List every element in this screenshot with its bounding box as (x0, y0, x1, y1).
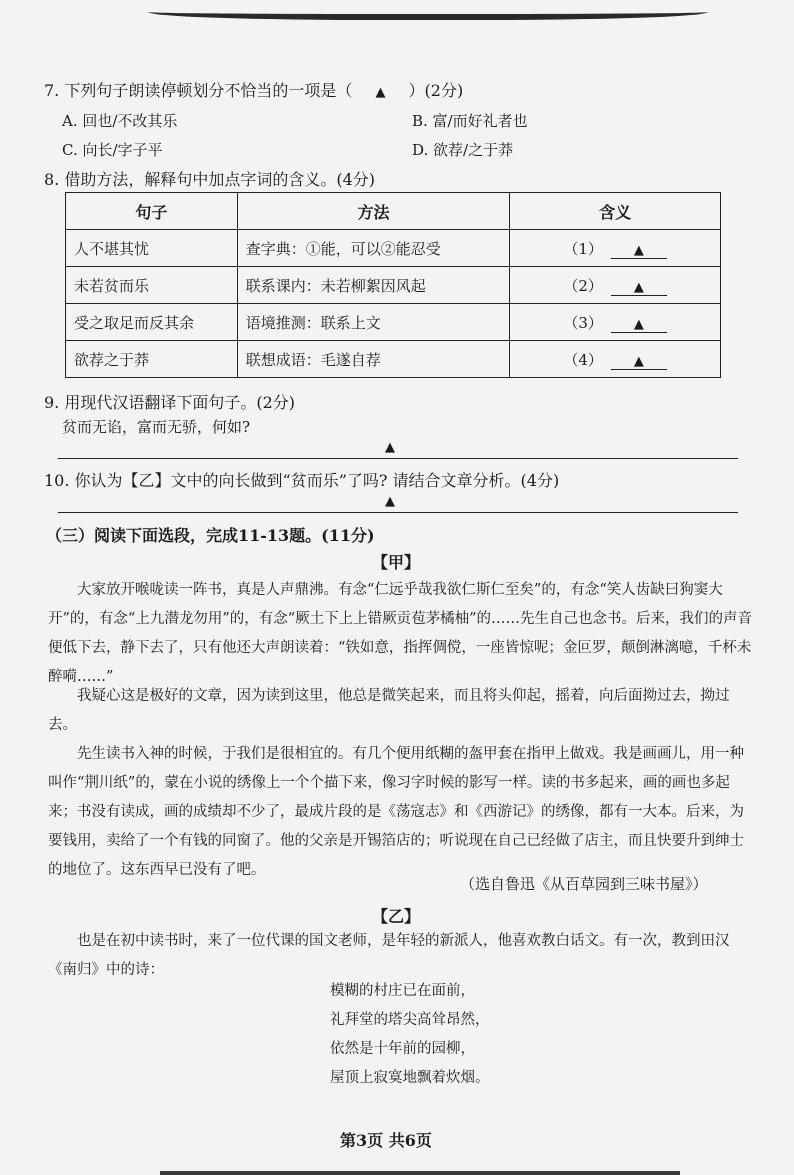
row-answer (510, 267, 721, 304)
row-answer (510, 341, 721, 378)
row-method: 语境推测：联系上文 (237, 304, 510, 341)
q7-close: ）(2分) (408, 81, 464, 100)
q10-answer-marker: ▲ (385, 494, 395, 509)
row-sentence: 受之取足而反其余 (66, 304, 238, 341)
answer-blank[interactable]: ▲ (611, 243, 667, 259)
header-method: 方法 (237, 193, 510, 230)
answer-number: （2） (563, 276, 603, 295)
row-answer (510, 304, 721, 341)
page-footer: 第3页 共6页 (340, 1131, 432, 1150)
table-row (66, 230, 721, 267)
q9-answer-marker: ▲ (385, 440, 395, 455)
row-sentence: 未若贫而乐 (66, 267, 238, 304)
table-row (66, 304, 721, 341)
q10-stem: 10. 你认为【乙】文中的向长做到“贫而乐”了吗? 请结合文章分析。(4分) (44, 471, 560, 490)
q7-stem-line (44, 78, 463, 101)
answer-blank[interactable]: ▲ (611, 354, 667, 370)
answer-number: （3） (563, 313, 603, 332)
q9-answer-line[interactable] (58, 458, 738, 459)
q8-table-header (66, 193, 721, 230)
row-method: 联想成语：毛遂自荐 (237, 341, 510, 378)
row-method: 联系课内：未若柳絮因风起 (237, 267, 510, 304)
yi-paragraph-1: 也是在初中读书时，来了一位代课的国文老师，是年轻的新派人，他喜欢教白话文。有一次，教到田汉《南归》中的诗： (48, 933, 730, 978)
jia-paragraph-3: 先生读书入神的时候，于我们是很相宜的。有几个便用纸糊的盔甲套在指甲上做戏。我是画画儿，用一种叫作“荆川纸”的，蒙在小说的绣像上一个个描下来，像习字时候的影写一样。读的书多起来，画的画也多起来；书没有读成，画的成绩却不少了，最成片段的是《荡寇志》和《西游记》的绣像，都有一大本。后来，为要钱用，卖给了一个有钱的同窗了。他的父亲是开锡箔店的；听说现在自己已经做了店主，而且快要升到绅士的地位了。这东西早已没有了吧。 (48, 746, 744, 878)
jia-paragraph-1: 大家放开喉咙读一阵书，真是人声鼎沸。有念“仁远乎哉我欲仁斯仁至矣”的，有念“笑人齿缺曰狗窦大开”的，有念“上九潜龙勿用”的，有念“厥土下上上错厥贡苞茅橘柚”的……先生自己也念书。后来，我们的声音便低下去，静下去了，只有他还大声朗读着：“铁如意，指挥倜傥，一座皆惊呢；金叵罗，颠倒淋漓噫，千杯未醉嗬……” (48, 582, 753, 685)
jia-source: （选自鲁迅《从百草园到三味书屋》） (460, 875, 708, 893)
poem (330, 977, 490, 1093)
q7-option-a: A. 回也/不改其乐 (62, 112, 178, 130)
yi-title: 【乙】 (372, 907, 421, 926)
section3-title: （三）阅读下面选段，完成11-13题。(11分) (46, 526, 375, 545)
table-row (66, 267, 721, 304)
q7-option-b: B. 富/而好礼者也 (412, 112, 528, 130)
q10-answer-line[interactable] (58, 512, 738, 513)
scan-bottom-edge (160, 1171, 680, 1175)
answer-number: （4） (563, 350, 603, 369)
scan-top-edge (148, 0, 708, 20)
poem-line: 屋顶上寂寞地飘着炊烟。 (330, 1070, 490, 1086)
q7-option-c: C. 向长/字子平 (62, 141, 163, 159)
poem-line: 礼拜堂的塔尖高耸昂然， (330, 1012, 490, 1028)
q8-table (65, 192, 721, 378)
q8-stem: 8. 借助方法，解释句中加点字词的含义。(4分) (44, 170, 376, 189)
poem-line: 依然是十年前的园柳， (330, 1041, 475, 1057)
answer-blank[interactable]: ▲ (611, 317, 667, 333)
q9-sentence: 贫而无谄，富而无骄，何如? (62, 418, 251, 436)
row-sentence: 欲荐之于莽 (66, 341, 238, 378)
q7-stem: 7. 下列句子朗读停顿划分不恰当的一项是（ (44, 81, 353, 100)
q9-stem: 9. 用现代汉语翻译下面句子。(2分) (44, 393, 296, 412)
jia-title: 【甲】 (372, 553, 421, 572)
header-meaning: 含义 (510, 193, 721, 230)
row-answer (510, 230, 721, 267)
q7-option-d: D. 欲荐/之于莽 (412, 141, 514, 159)
table-row (66, 341, 721, 378)
row-method: 查字典：①能，可以②能忍受 (237, 230, 510, 267)
answer-number: （1） (563, 239, 603, 258)
row-sentence: 人不堪其忧 (66, 230, 238, 267)
q7-answer-marker: ▲ (375, 85, 386, 100)
header-sentence: 句子 (66, 193, 238, 230)
poem-line: 模糊的村庄已在面前， (330, 983, 475, 999)
jia-paragraph-2: 我疑心这是极好的文章，因为读到这里，他总是微笑起来，而且将头仰起，摇着，向后面拗过去，拗过去。 (48, 688, 730, 733)
answer-blank[interactable]: ▲ (611, 280, 667, 296)
